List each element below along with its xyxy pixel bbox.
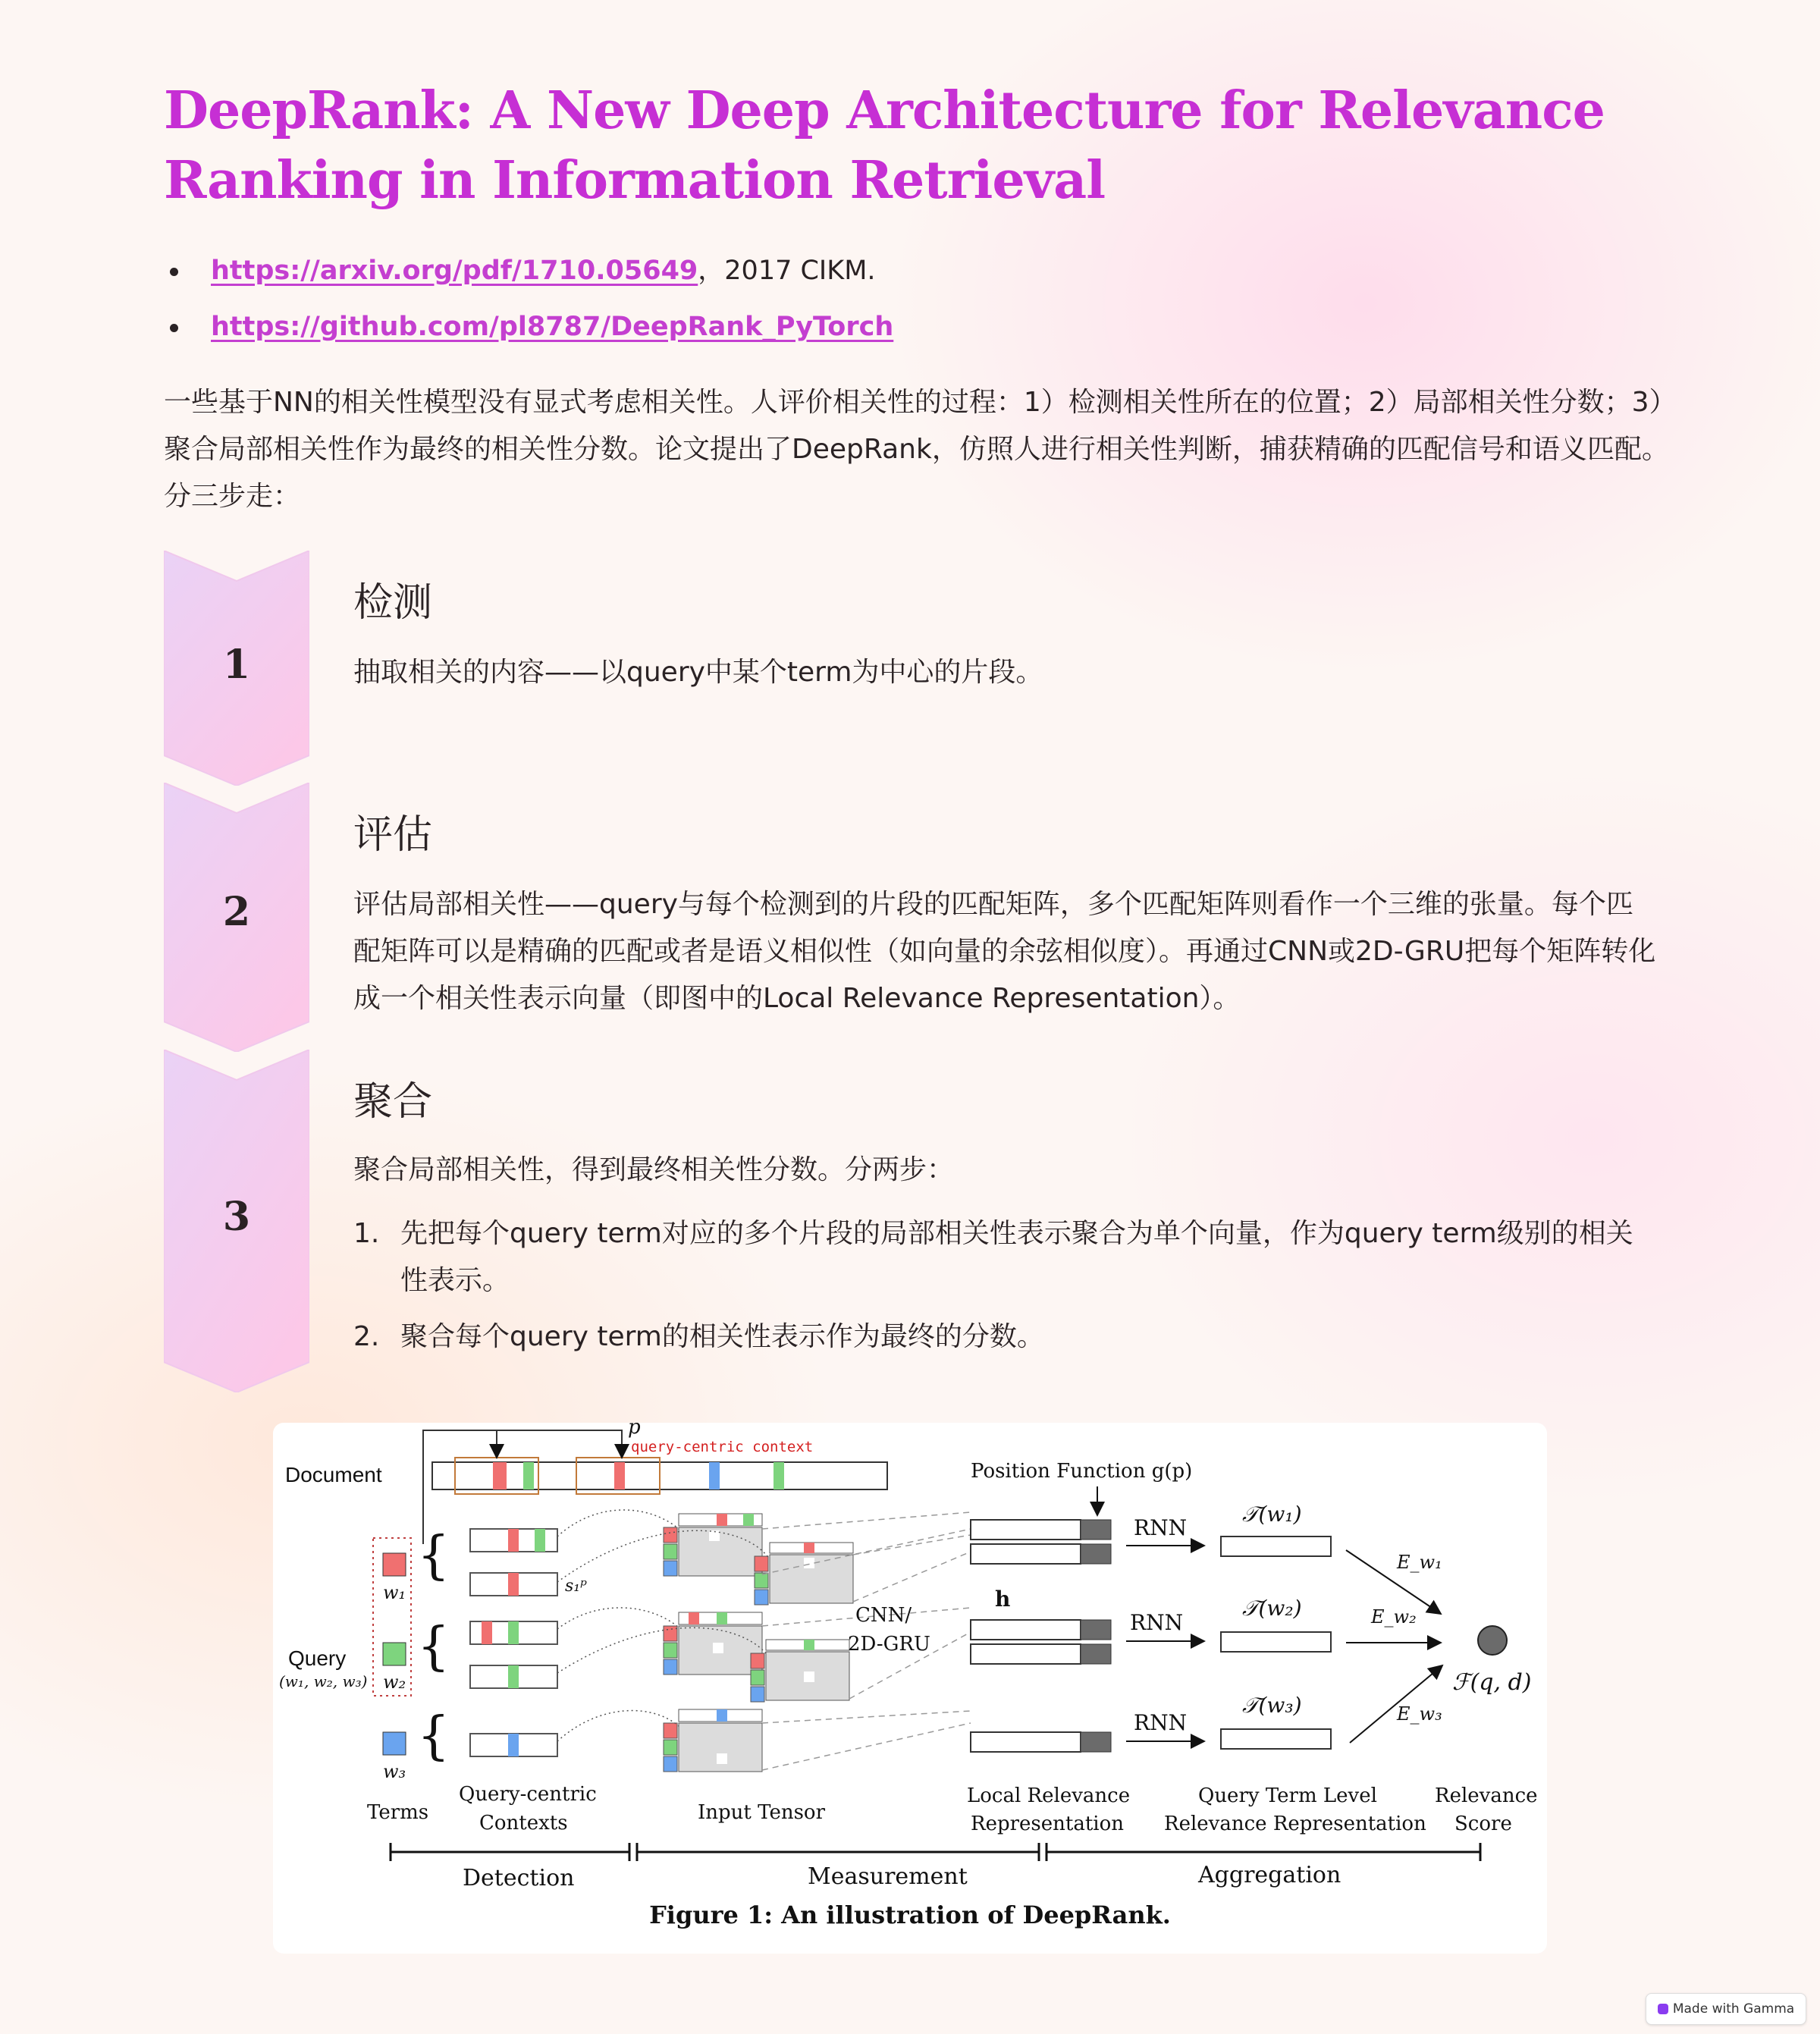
query-sub-label: (w₁, w₂, w₃) xyxy=(279,1672,368,1690)
context-label: query-centric context xyxy=(631,1439,814,1455)
doc-term-blue xyxy=(709,1462,720,1489)
link-suffix: ，2017 CIKM. xyxy=(698,256,876,286)
stage-measurement: Measurement xyxy=(808,1863,968,1890)
stage-aggregation: Aggregation xyxy=(1198,1862,1341,1888)
p-label: p xyxy=(628,1423,641,1439)
e-label: E_w₃ xyxy=(1397,1703,1442,1725)
aggregation-steps-list xyxy=(353,1210,1658,1370)
doc-term-red xyxy=(614,1462,625,1489)
list-item xyxy=(353,1314,1658,1361)
qtl-label: Relevance Representation xyxy=(1164,1813,1426,1835)
lrr-label: Representation xyxy=(971,1813,1125,1835)
terms-label: Terms xyxy=(367,1801,429,1824)
list-text: 先把每个query term对应的多个片段的局部相关性表示聚合为单个向量，作为query term级别的相关性表示。 xyxy=(400,1218,1633,1296)
e-label: E_w₁ xyxy=(1397,1552,1442,1573)
list-text: 聚合每个query term的相关性表示作为最终的分数。 xyxy=(400,1321,1044,1352)
rs-label: Score xyxy=(1454,1813,1512,1835)
position-function-label: Position Function g(p) xyxy=(971,1460,1193,1483)
step-2-body: 评估局部相关性——query与每个检测到的片段的匹配矩阵，多个匹配矩阵则看作一个三维的张量。每个匹配矩阵可以是精确的匹配或者是语义相似性（如向量的余弦相似度）。再通过CNN或2D-GRU把每个矩阵转化成一个相关性表示向量（即图中的Local Relevance Representation）。 xyxy=(353,889,1656,1014)
term-w1 xyxy=(383,1553,406,1576)
qcc-label: Contexts xyxy=(479,1812,568,1835)
tensor-w3 xyxy=(664,1709,762,1772)
local-representations xyxy=(971,1520,1111,1752)
step-2-title: 评估 xyxy=(353,812,433,858)
brace: { xyxy=(417,1526,450,1586)
step-number: 3 xyxy=(222,1194,251,1240)
doc-term-green xyxy=(774,1462,784,1489)
rnn-label: RNN xyxy=(1134,1710,1188,1735)
rnn-label: RNN xyxy=(1130,1610,1184,1635)
architecture-diagram xyxy=(273,1423,1547,1901)
link-item xyxy=(164,299,893,355)
step-3-body: 聚合局部相关性，得到最终相关性分数。分两步： xyxy=(353,1154,955,1185)
made-with-gamma-badge[interactable] xyxy=(1646,1993,1806,2025)
badge-text: Made with Gamma xyxy=(1672,2001,1795,2017)
input-tensor-label: Input Tensor xyxy=(698,1801,825,1824)
doc-term-red xyxy=(493,1462,507,1489)
t-label: 𝒯(w₂) xyxy=(1242,1596,1302,1621)
brace: { xyxy=(417,1617,450,1677)
qtl-label: Query Term Level xyxy=(1198,1784,1377,1807)
term-w3-label: w₃ xyxy=(383,1761,406,1782)
list-number: 2. xyxy=(353,1321,380,1352)
qcc-label: Query-centric xyxy=(459,1783,597,1806)
contexts-w3 xyxy=(470,1734,557,1756)
tensor-w2 xyxy=(664,1612,849,1702)
e-label: E_w₂ xyxy=(1371,1606,1417,1628)
term-representation xyxy=(1221,1536,1331,1556)
contexts-w2 xyxy=(470,1621,557,1688)
document-label: Document xyxy=(285,1463,382,1486)
list-item xyxy=(353,1210,1658,1304)
step-number: 2 xyxy=(222,889,251,935)
rnn-label: RNN xyxy=(1134,1515,1188,1540)
query-label: Query xyxy=(288,1646,347,1670)
t-label: 𝒯(w₃) xyxy=(1242,1693,1302,1718)
gamma-logo-icon xyxy=(1658,2004,1668,2014)
term-w2 xyxy=(383,1643,406,1665)
github-link[interactable]: https://github.com/pl8787/DeepRank_PyTorch xyxy=(211,312,894,342)
tensor-w1 xyxy=(664,1514,853,1605)
link-item xyxy=(164,243,893,299)
step-1-chevron xyxy=(164,551,309,786)
doc-term-green xyxy=(523,1462,534,1489)
s-label: s₁ᵖ xyxy=(565,1577,587,1596)
link-list xyxy=(164,243,893,355)
step-3-title: 聚合 xyxy=(353,1079,433,1125)
term-w2-label: w₂ xyxy=(383,1671,406,1693)
term-w1-label: w₁ xyxy=(383,1582,406,1603)
intro-paragraph: 一些基于NN的相关性模型没有显式考虑相关性。人评价相关性的过程：1）检测相关性所在的位置；2）局部相关性分数；3）聚合局部相关性作为最终的相关性分数。论文提出了DeepRank，仿照人进行相关性判断，捕获精确的匹配信号和语义匹配。分三步走： xyxy=(164,387,1669,512)
deeprank-figure xyxy=(273,1423,1547,1954)
rs-label: Relevance xyxy=(1435,1784,1538,1807)
step-number: 1 xyxy=(222,642,251,688)
lrr-label: Local Relevance xyxy=(967,1784,1131,1807)
figure-caption: Figure 1: An illustration of DeepRank. xyxy=(649,1901,1171,1929)
t-label: 𝒯(w₁) xyxy=(1242,1502,1302,1527)
arxiv-link[interactable]: https://arxiv.org/pdf/1710.05649 xyxy=(211,256,698,286)
term-representation xyxy=(1221,1729,1331,1749)
brace: { xyxy=(417,1706,450,1766)
term-representation xyxy=(1221,1632,1331,1652)
cnn-label: 2D-GRU xyxy=(848,1633,930,1656)
step-2-chevron xyxy=(164,783,309,1052)
step-1-title: 检测 xyxy=(353,580,433,626)
h-label: h xyxy=(995,1587,1011,1612)
term-w3 xyxy=(383,1732,406,1755)
step-3-chevron xyxy=(164,1050,309,1392)
step-1-body: 抽取相关的内容——以query中某个term为中心的片段。 xyxy=(353,657,1043,688)
score-label: ℱ(q, d) xyxy=(1452,1669,1532,1696)
stage-ruler xyxy=(391,1843,1480,1861)
contexts-w1 xyxy=(470,1529,557,1596)
stage-detection: Detection xyxy=(463,1865,575,1891)
page-title: DeepRank: A New Deep Architecture for Relevance Ranking in Information Retrieval xyxy=(164,80,1605,211)
score-node xyxy=(1478,1626,1507,1655)
list-number: 1. xyxy=(353,1218,380,1249)
cnn-label: CNN/ xyxy=(855,1604,912,1627)
